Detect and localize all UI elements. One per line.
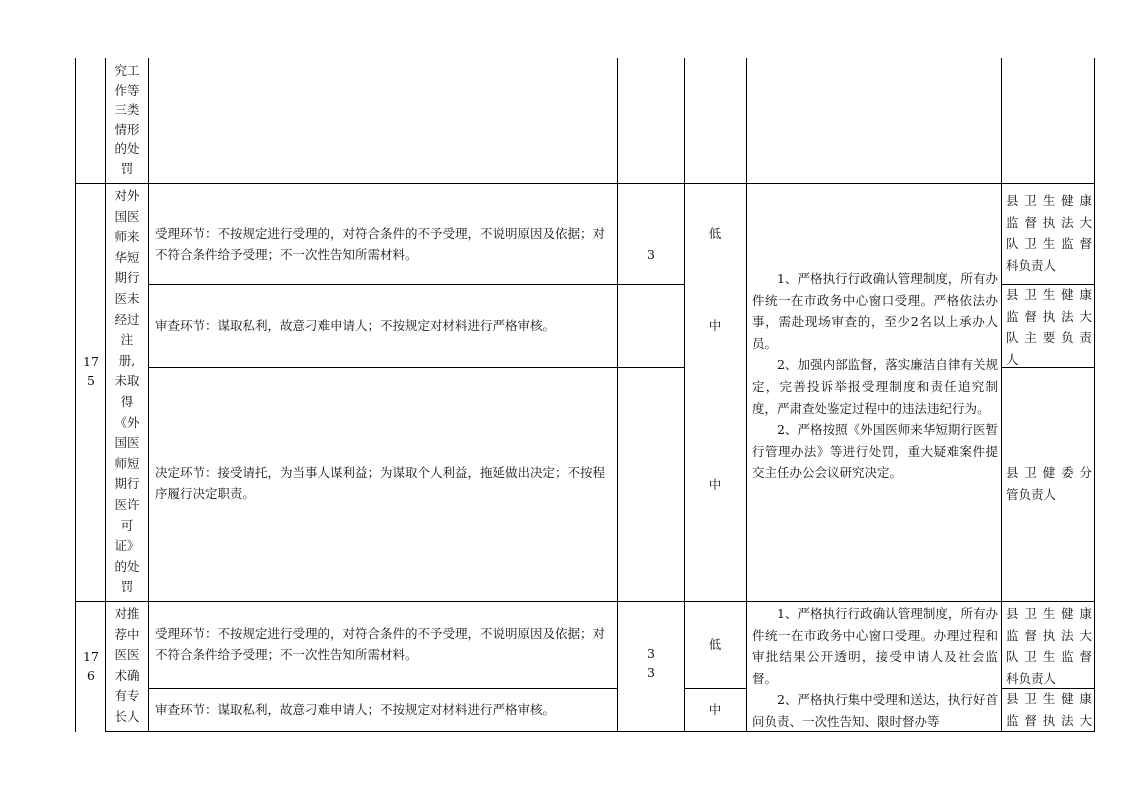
grid-line — [684, 58, 685, 732]
text-line: 县卫生健康 — [1006, 691, 1092, 706]
risk-level: 中 — [708, 702, 722, 717]
text-line: 监督执法大 — [1006, 627, 1092, 643]
text-line: 证》 — [114, 538, 140, 554]
responsible-person — [1006, 284, 1092, 370]
text-paragraph: 2、加强内部监督，落实廉洁自律有关规定，完善投诉举报受理制度和责任追究制度，严肃查处鉴定过程中的违法违纪行为。 — [752, 357, 998, 416]
text-line: 作等 — [114, 82, 140, 98]
text-line: 册, — [118, 352, 136, 368]
text-line: 经过 — [114, 311, 140, 327]
text-paragraph: 2、严格按照《外国医师来华短期行医暂行管理办法》等进行处罚，重大疑难案件提交主任办公会议研究决定。 — [752, 422, 998, 481]
grid-line — [148, 58, 149, 732]
text-line: 队卫生监督 — [1006, 236, 1092, 252]
grid-line — [75, 183, 1095, 184]
risk-level: 低 — [708, 226, 722, 241]
text-line: 的处 — [114, 141, 140, 156]
text-line: 三类 — [114, 102, 140, 117]
text-line: 得 — [120, 393, 134, 409]
risk-step-description: 审查环节：谋取私利，故意刁难申请人；不按规定对材料进行严格审核。 — [155, 702, 556, 717]
text-line: 科负责人 — [1006, 257, 1057, 273]
text-line: 6 — [87, 668, 95, 683]
text-line: 3 — [647, 646, 655, 661]
responsible-person — [1006, 190, 1092, 276]
text-line: 荐中 — [114, 626, 140, 642]
risk-step-description: 决定环节：接受请托，为当事人谋利益；为谋取个人利益，拖延做出决定；不按程序履行决定职责。 — [155, 465, 606, 501]
text-line: 17 — [83, 354, 99, 369]
text-line: 医医 — [114, 647, 140, 663]
item-name — [109, 604, 145, 728]
prevention-measures — [752, 603, 998, 731]
text-line: 3 — [647, 665, 655, 680]
text-line: 期行 — [114, 476, 140, 492]
risk-point-count — [618, 644, 684, 682]
text-line: 队主要负责 — [1006, 330, 1092, 346]
text-line: 监督执法大 — [1006, 308, 1092, 324]
text-line: 县卫健委分 — [1006, 465, 1092, 480]
grid-line — [148, 688, 617, 689]
text-line: 人 — [1006, 351, 1019, 367]
risk-step-description: 受理环节：不按规定进行受理的，对符合条件的不予受理，不说明原因及依据；对不符合条件给予受理；不一次性告知所需材料。 — [155, 626, 606, 662]
responsible-person — [1006, 462, 1092, 505]
text-line: 长人 — [114, 708, 140, 724]
grid-line — [1094, 58, 1095, 732]
text-line: 术确 — [114, 667, 140, 683]
text-line: 对外 — [114, 188, 140, 203]
text-paragraph: 2、严格执行集中受理和送达，执行好首问负责、一次性告知、限时督办等 — [752, 692, 998, 729]
text-line: 县卫生健康 — [1006, 193, 1092, 208]
item-name — [109, 186, 145, 598]
text-line: 科负责人 — [1006, 670, 1057, 686]
text-paragraph: 1、严格执行行政确认管理制度，所有办件统一在市政务中心窗口受理。办理过程和审批结果公开透明，接受申请人及社会监督。 — [752, 606, 998, 686]
text-line: 师来 — [114, 229, 140, 245]
text-line: 的处 — [114, 558, 140, 574]
grid-line — [148, 367, 685, 368]
text-line: 队卫生监督 — [1006, 649, 1092, 665]
grid-line — [148, 284, 685, 285]
text-line: 医许 — [114, 496, 140, 512]
text-line: 国医 — [114, 208, 140, 224]
grid-line — [1001, 58, 1002, 732]
text-line: 县卫生健康 — [1006, 287, 1092, 302]
text-line: 师短 — [114, 455, 140, 471]
text-line: 罚 — [120, 160, 134, 176]
text-line: 5 — [87, 373, 95, 388]
text-line: 国医 — [114, 435, 140, 451]
grid-line — [105, 58, 106, 732]
text-paragraph: 1、严格执行行政确认管理制度，所有办件统一在市政务中心窗口受理。严格依法办事，需赴现场审查的，至少2名以上承办人员。 — [752, 271, 998, 351]
grid-line — [75, 58, 76, 732]
prevention-measures — [752, 268, 998, 484]
text-line: 医未 — [114, 290, 140, 306]
grid-line — [746, 58, 747, 732]
risk-level: 中 — [708, 318, 722, 333]
text-line: 情形 — [114, 121, 140, 137]
text-line: 期行 — [114, 270, 140, 286]
grid-line — [617, 58, 618, 732]
risk-step-description: 受理环节：不按规定进行受理的，对符合条件的不予受理，不说明原因及依据；对不符合条件给予受理；不一次性告知所需材料。 — [155, 226, 606, 262]
text-line: 可 — [120, 517, 134, 533]
risk-point-count: 3 — [647, 247, 655, 262]
text-line: 华短 — [114, 249, 140, 265]
text-line: 县卫生健康 — [1006, 606, 1092, 621]
responsible-person — [1006, 603, 1092, 689]
text-line: 有专 — [114, 688, 140, 704]
text-line: 未取 — [114, 373, 140, 389]
responsible-person — [1006, 688, 1092, 731]
risk-step-description: 审查环节：谋取私利，故意刁难申请人；不按规定对材料进行严格审核。 — [155, 318, 556, 333]
risk-level: 中 — [708, 477, 722, 492]
text-line: 监督执法大 — [1006, 214, 1092, 230]
text-line: 《外 — [114, 414, 140, 430]
item-number — [76, 352, 106, 390]
risk-level: 低 — [708, 637, 722, 652]
grid-line — [75, 601, 1095, 602]
text-line: 注 — [120, 332, 134, 348]
text-line: 究工 — [114, 63, 140, 78]
text-line: 管负责人 — [1006, 486, 1057, 502]
text-line: 监督执法大 — [1006, 712, 1092, 728]
grid-line — [105, 731, 1095, 732]
text-line: 17 — [83, 649, 99, 664]
text-line: 罚 — [120, 579, 134, 595]
grid-line — [684, 688, 747, 689]
item-name-continued — [109, 61, 145, 178]
item-number — [76, 647, 106, 685]
text-line: 对推 — [114, 606, 140, 621]
